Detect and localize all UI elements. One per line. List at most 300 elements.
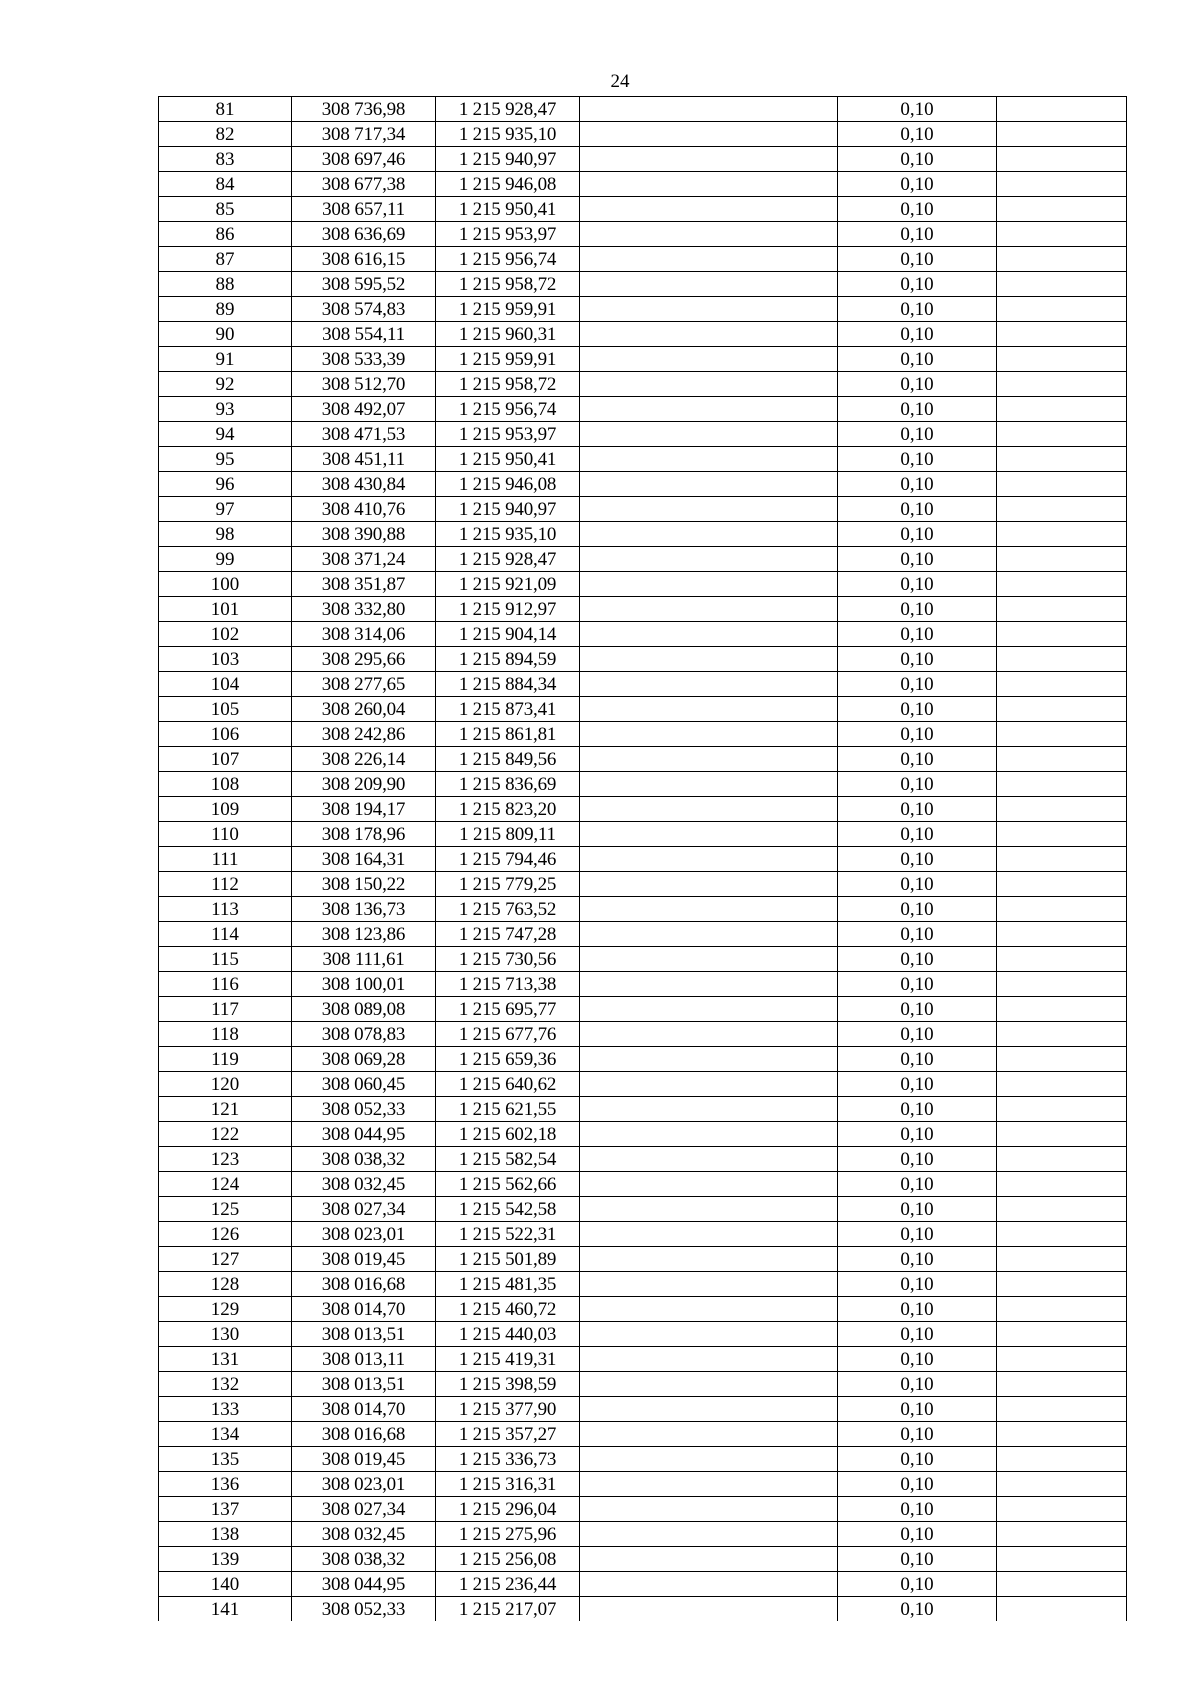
empty-cell: [997, 1497, 1127, 1522]
x-coordinate-cell: 308 038,32: [292, 1547, 436, 1572]
y-coordinate-cell: 1 215 873,41: [436, 697, 580, 722]
x-coordinate-cell: 308 019,45: [292, 1447, 436, 1472]
point-number-cell: 132: [159, 1372, 292, 1397]
table-row: [159, 822, 1127, 847]
y-coordinate-cell: 1 215 946,08: [436, 172, 580, 197]
table-row: [159, 1572, 1127, 1597]
empty-cell: [997, 1172, 1127, 1197]
point-number-cell: 107: [159, 747, 292, 772]
y-coordinate-cell: 1 215 959,91: [436, 347, 580, 372]
accuracy-cell: 0,10: [838, 247, 997, 272]
x-coordinate-cell: 308 242,86: [292, 722, 436, 747]
table-row: [159, 1122, 1127, 1147]
empty-cell: [997, 1397, 1127, 1422]
empty-cell: [580, 1122, 838, 1147]
accuracy-cell: 0,10: [838, 847, 997, 872]
accuracy-cell: 0,10: [838, 547, 997, 572]
empty-cell: [997, 1147, 1127, 1172]
empty-cell: [580, 372, 838, 397]
x-coordinate-cell: 308 260,04: [292, 697, 436, 722]
y-coordinate-cell: 1 215 316,31: [436, 1472, 580, 1497]
table-row: [159, 272, 1127, 297]
point-number-cell: 99: [159, 547, 292, 572]
empty-cell: [997, 172, 1127, 197]
empty-cell: [580, 1147, 838, 1172]
x-coordinate-cell: 308 013,51: [292, 1372, 436, 1397]
point-number-cell: 90: [159, 322, 292, 347]
y-coordinate-cell: 1 215 940,97: [436, 147, 580, 172]
point-number-cell: 84: [159, 172, 292, 197]
accuracy-cell: 0,10: [838, 997, 997, 1022]
y-coordinate-cell: 1 215 953,97: [436, 222, 580, 247]
x-coordinate-cell: 308 032,45: [292, 1522, 436, 1547]
accuracy-cell: 0,10: [838, 1222, 997, 1247]
empty-cell: [580, 1047, 838, 1072]
table-row: [159, 597, 1127, 622]
y-coordinate-cell: 1 215 921,09: [436, 572, 580, 597]
accuracy-cell: 0,10: [838, 1347, 997, 1372]
empty-cell: [997, 1022, 1127, 1047]
point-number-cell: 95: [159, 447, 292, 472]
table-row: [159, 247, 1127, 272]
y-coordinate-cell: 1 215 640,62: [436, 1072, 580, 1097]
table-row: [159, 722, 1127, 747]
table-row: [159, 1022, 1127, 1047]
table-row: [159, 397, 1127, 422]
accuracy-cell: 0,10: [838, 822, 997, 847]
accuracy-cell: 0,10: [838, 1097, 997, 1122]
y-coordinate-cell: 1 215 582,54: [436, 1147, 580, 1172]
point-number-cell: 114: [159, 922, 292, 947]
accuracy-cell: 0,10: [838, 1572, 997, 1597]
y-coordinate-cell: 1 215 419,31: [436, 1347, 580, 1372]
empty-cell: [997, 522, 1127, 547]
point-number-cell: 121: [159, 1097, 292, 1122]
table-row: [159, 647, 1127, 672]
empty-cell: [997, 1297, 1127, 1322]
accuracy-cell: 0,10: [838, 1597, 997, 1622]
table-row: [159, 522, 1127, 547]
accuracy-cell: 0,10: [838, 422, 997, 447]
x-coordinate-cell: 308 178,96: [292, 822, 436, 847]
empty-cell: [997, 1322, 1127, 1347]
empty-cell: [997, 472, 1127, 497]
y-coordinate-cell: 1 215 956,74: [436, 397, 580, 422]
empty-cell: [580, 1197, 838, 1222]
table-row: [159, 1197, 1127, 1222]
accuracy-cell: 0,10: [838, 1122, 997, 1147]
x-coordinate-cell: 308 277,65: [292, 672, 436, 697]
point-number-cell: 101: [159, 597, 292, 622]
x-coordinate-cell: 308 136,73: [292, 897, 436, 922]
table-row: [159, 697, 1127, 722]
x-coordinate-cell: 308 060,45: [292, 1072, 436, 1097]
empty-cell: [997, 597, 1127, 622]
x-coordinate-cell: 308 044,95: [292, 1572, 436, 1597]
point-number-cell: 128: [159, 1272, 292, 1297]
x-coordinate-cell: 308 677,38: [292, 172, 436, 197]
empty-cell: [580, 1247, 838, 1272]
empty-cell: [997, 997, 1127, 1022]
empty-cell: [997, 247, 1127, 272]
empty-cell: [997, 197, 1127, 222]
x-coordinate-cell: 308 451,11: [292, 447, 436, 472]
x-coordinate-cell: 308 019,45: [292, 1247, 436, 1272]
empty-cell: [997, 1547, 1127, 1572]
x-coordinate-cell: 308 636,69: [292, 222, 436, 247]
y-coordinate-cell: 1 215 217,07: [436, 1597, 580, 1622]
table-row: [159, 547, 1127, 572]
point-number-cell: 140: [159, 1572, 292, 1597]
empty-cell: [580, 1522, 838, 1547]
y-coordinate-cell: 1 215 695,77: [436, 997, 580, 1022]
empty-cell: [997, 1222, 1127, 1247]
table-row: [159, 1547, 1127, 1572]
y-coordinate-cell: 1 215 763,52: [436, 897, 580, 922]
x-coordinate-cell: 308 014,70: [292, 1297, 436, 1322]
empty-cell: [997, 347, 1127, 372]
point-number-cell: 89: [159, 297, 292, 322]
point-number-cell: 102: [159, 622, 292, 647]
empty-cell: [580, 422, 838, 447]
accuracy-cell: 0,10: [838, 1497, 997, 1522]
empty-cell: [997, 1472, 1127, 1497]
empty-cell: [997, 922, 1127, 947]
empty-cell: [580, 1172, 838, 1197]
table-row: [159, 1472, 1127, 1497]
empty-cell: [997, 847, 1127, 872]
accuracy-cell: 0,10: [838, 472, 997, 497]
x-coordinate-cell: 308 492,07: [292, 397, 436, 422]
point-number-cell: 86: [159, 222, 292, 247]
table-row: [159, 747, 1127, 772]
y-coordinate-cell: 1 215 460,72: [436, 1297, 580, 1322]
x-coordinate-cell: 308 410,76: [292, 497, 436, 522]
y-coordinate-cell: 1 215 440,03: [436, 1322, 580, 1347]
empty-cell: [997, 397, 1127, 422]
accuracy-cell: 0,10: [838, 522, 997, 547]
empty-cell: [580, 797, 838, 822]
point-number-cell: 106: [159, 722, 292, 747]
table-row: [159, 1497, 1127, 1522]
x-coordinate-cell: 308 078,83: [292, 1022, 436, 1047]
accuracy-cell: 0,10: [838, 222, 997, 247]
empty-cell: [580, 1597, 838, 1622]
empty-cell: [997, 272, 1127, 297]
x-coordinate-cell: 308 164,31: [292, 847, 436, 872]
empty-cell: [580, 1097, 838, 1122]
point-number-cell: 109: [159, 797, 292, 822]
y-coordinate-cell: 1 215 904,14: [436, 622, 580, 647]
empty-cell: [580, 1372, 838, 1397]
x-coordinate-cell: 308 023,01: [292, 1472, 436, 1497]
empty-cell: [580, 247, 838, 272]
table-row: [159, 1522, 1127, 1547]
table-row: [159, 172, 1127, 197]
empty-cell: [997, 622, 1127, 647]
y-coordinate-cell: 1 215 950,41: [436, 447, 580, 472]
point-number-cell: 135: [159, 1447, 292, 1472]
x-coordinate-cell: 308 226,14: [292, 747, 436, 772]
y-coordinate-cell: 1 215 809,11: [436, 822, 580, 847]
point-number-cell: 85: [159, 197, 292, 222]
empty-cell: [997, 547, 1127, 572]
empty-cell: [997, 772, 1127, 797]
y-coordinate-cell: 1 215 779,25: [436, 872, 580, 897]
empty-cell: [580, 872, 838, 897]
accuracy-cell: 0,10: [838, 1547, 997, 1572]
empty-cell: [580, 1322, 838, 1347]
empty-cell: [580, 1447, 838, 1472]
x-coordinate-cell: 308 013,51: [292, 1322, 436, 1347]
table-row: [159, 1597, 1127, 1622]
point-number-cell: 87: [159, 247, 292, 272]
table-row: [159, 1397, 1127, 1422]
empty-cell: [580, 1422, 838, 1447]
accuracy-cell: 0,10: [838, 597, 997, 622]
empty-cell: [997, 822, 1127, 847]
accuracy-cell: 0,10: [838, 197, 997, 222]
point-number-cell: 88: [159, 272, 292, 297]
accuracy-cell: 0,10: [838, 1022, 997, 1047]
x-coordinate-cell: 308 209,90: [292, 772, 436, 797]
y-coordinate-cell: 1 215 958,72: [436, 272, 580, 297]
point-number-cell: 111: [159, 847, 292, 872]
x-coordinate-cell: 308 717,34: [292, 122, 436, 147]
point-number-cell: 108: [159, 772, 292, 797]
y-coordinate-cell: 1 215 398,59: [436, 1372, 580, 1397]
empty-cell: [580, 547, 838, 572]
x-coordinate-cell: 308 038,32: [292, 1147, 436, 1172]
empty-cell: [580, 1572, 838, 1597]
empty-cell: [997, 1247, 1127, 1272]
point-number-cell: 133: [159, 1397, 292, 1422]
y-coordinate-cell: 1 215 481,35: [436, 1272, 580, 1297]
point-number-cell: 112: [159, 872, 292, 897]
empty-cell: [580, 97, 838, 122]
table-row: [159, 122, 1127, 147]
accuracy-cell: 0,10: [838, 1247, 997, 1272]
x-coordinate-cell: 308 616,15: [292, 247, 436, 272]
empty-cell: [580, 472, 838, 497]
x-coordinate-cell: 308 023,01: [292, 1222, 436, 1247]
table-row: [159, 572, 1127, 597]
table-row: [159, 97, 1127, 122]
empty-cell: [997, 1572, 1127, 1597]
table-row: [159, 1297, 1127, 1322]
x-coordinate-cell: 308 069,28: [292, 1047, 436, 1072]
y-coordinate-cell: 1 215 956,74: [436, 247, 580, 272]
y-coordinate-cell: 1 215 275,96: [436, 1522, 580, 1547]
table-row: [159, 622, 1127, 647]
accuracy-cell: 0,10: [838, 322, 997, 347]
empty-cell: [580, 597, 838, 622]
table-row: [159, 1272, 1127, 1297]
x-coordinate-cell: 308 027,34: [292, 1197, 436, 1222]
accuracy-cell: 0,10: [838, 572, 997, 597]
x-coordinate-cell: 308 016,68: [292, 1272, 436, 1297]
y-coordinate-cell: 1 215 935,10: [436, 122, 580, 147]
point-number-cell: 122: [159, 1122, 292, 1147]
accuracy-cell: 0,10: [838, 1197, 997, 1222]
empty-cell: [580, 647, 838, 672]
y-coordinate-cell: 1 215 730,56: [436, 947, 580, 972]
x-coordinate-cell: 308 314,06: [292, 622, 436, 647]
accuracy-cell: 0,10: [838, 872, 997, 897]
x-coordinate-cell: 308 332,80: [292, 597, 436, 622]
y-coordinate-cell: 1 215 562,66: [436, 1172, 580, 1197]
point-number-cell: 93: [159, 397, 292, 422]
empty-cell: [580, 1072, 838, 1097]
point-number-cell: 105: [159, 697, 292, 722]
x-coordinate-cell: 308 100,01: [292, 972, 436, 997]
empty-cell: [997, 697, 1127, 722]
empty-cell: [580, 997, 838, 1022]
empty-cell: [580, 1272, 838, 1297]
table-row: [159, 922, 1127, 947]
empty-cell: [580, 1547, 838, 1572]
y-coordinate-cell: 1 215 849,56: [436, 747, 580, 772]
point-number-cell: 123: [159, 1147, 292, 1172]
empty-cell: [580, 747, 838, 772]
point-number-cell: 120: [159, 1072, 292, 1097]
empty-cell: [580, 1297, 838, 1322]
point-number-cell: 118: [159, 1022, 292, 1047]
y-coordinate-cell: 1 215 950,41: [436, 197, 580, 222]
x-coordinate-cell: 308 044,95: [292, 1122, 436, 1147]
x-coordinate-cell: 308 123,86: [292, 922, 436, 947]
accuracy-cell: 0,10: [838, 1522, 997, 1547]
accuracy-cell: 0,10: [838, 697, 997, 722]
y-coordinate-cell: 1 215 336,73: [436, 1447, 580, 1472]
y-coordinate-cell: 1 215 747,28: [436, 922, 580, 947]
y-coordinate-cell: 1 215 621,55: [436, 1097, 580, 1122]
accuracy-cell: 0,10: [838, 797, 997, 822]
empty-cell: [580, 847, 838, 872]
empty-cell: [580, 272, 838, 297]
table-row: [159, 997, 1127, 1022]
table-row: [159, 147, 1127, 172]
table-row: [159, 447, 1127, 472]
empty-cell: [997, 1272, 1127, 1297]
page-number: 24: [610, 71, 630, 92]
empty-cell: [997, 797, 1127, 822]
empty-cell: [997, 1047, 1127, 1072]
accuracy-cell: 0,10: [838, 747, 997, 772]
empty-cell: [580, 497, 838, 522]
empty-cell: [580, 922, 838, 947]
point-number-cell: 138: [159, 1522, 292, 1547]
y-coordinate-cell: 1 215 935,10: [436, 522, 580, 547]
accuracy-cell: 0,10: [838, 297, 997, 322]
accuracy-cell: 0,10: [838, 972, 997, 997]
point-number-cell: 116: [159, 972, 292, 997]
empty-cell: [580, 147, 838, 172]
table-row: [159, 1322, 1127, 1347]
point-number-cell: 104: [159, 672, 292, 697]
point-number-cell: 100: [159, 572, 292, 597]
empty-cell: [580, 197, 838, 222]
table-body: [159, 97, 1127, 1622]
table-row: [159, 947, 1127, 972]
coordinates-table: [158, 96, 1127, 1621]
accuracy-cell: 0,10: [838, 1397, 997, 1422]
x-coordinate-cell: 308 736,98: [292, 97, 436, 122]
point-number-cell: 139: [159, 1547, 292, 1572]
empty-cell: [997, 897, 1127, 922]
empty-cell: [580, 1347, 838, 1372]
table-row: [159, 347, 1127, 372]
y-coordinate-cell: 1 215 953,97: [436, 422, 580, 447]
y-coordinate-cell: 1 215 912,97: [436, 597, 580, 622]
point-number-cell: 134: [159, 1422, 292, 1447]
table-row: [159, 372, 1127, 397]
empty-cell: [997, 1422, 1127, 1447]
accuracy-cell: 0,10: [838, 372, 997, 397]
empty-cell: [580, 1222, 838, 1247]
accuracy-cell: 0,10: [838, 347, 997, 372]
accuracy-cell: 0,10: [838, 622, 997, 647]
table-row: [159, 472, 1127, 497]
point-number-cell: 137: [159, 1497, 292, 1522]
point-number-cell: 82: [159, 122, 292, 147]
accuracy-cell: 0,10: [838, 97, 997, 122]
accuracy-cell: 0,10: [838, 672, 997, 697]
empty-cell: [580, 1497, 838, 1522]
x-coordinate-cell: 308 657,11: [292, 197, 436, 222]
empty-cell: [580, 772, 838, 797]
empty-cell: [997, 872, 1127, 897]
point-number-cell: 127: [159, 1247, 292, 1272]
y-coordinate-cell: 1 215 602,18: [436, 1122, 580, 1147]
y-coordinate-cell: 1 215 377,90: [436, 1397, 580, 1422]
table-row: [159, 672, 1127, 697]
empty-cell: [580, 822, 838, 847]
x-coordinate-cell: 308 574,83: [292, 297, 436, 322]
x-coordinate-cell: 308 371,24: [292, 547, 436, 572]
empty-cell: [580, 697, 838, 722]
empty-cell: [997, 1522, 1127, 1547]
accuracy-cell: 0,10: [838, 172, 997, 197]
table-row: [159, 1447, 1127, 1472]
accuracy-cell: 0,10: [838, 947, 997, 972]
x-coordinate-cell: 308 595,52: [292, 272, 436, 297]
point-number-cell: 125: [159, 1197, 292, 1222]
empty-cell: [997, 322, 1127, 347]
y-coordinate-cell: 1 215 940,97: [436, 497, 580, 522]
y-coordinate-cell: 1 215 296,04: [436, 1497, 580, 1522]
y-coordinate-cell: 1 215 861,81: [436, 722, 580, 747]
y-coordinate-cell: 1 215 946,08: [436, 472, 580, 497]
y-coordinate-cell: 1 215 659,36: [436, 1047, 580, 1072]
table-row: [159, 222, 1127, 247]
point-number-cell: 131: [159, 1347, 292, 1372]
empty-cell: [997, 97, 1127, 122]
x-coordinate-cell: 308 697,46: [292, 147, 436, 172]
empty-cell: [997, 1597, 1127, 1622]
table-row: [159, 1172, 1127, 1197]
x-coordinate-cell: 308 052,33: [292, 1097, 436, 1122]
point-number-cell: 129: [159, 1297, 292, 1322]
accuracy-cell: 0,10: [838, 647, 997, 672]
x-coordinate-cell: 308 016,68: [292, 1422, 436, 1447]
x-coordinate-cell: 308 351,87: [292, 572, 436, 597]
point-number-cell: 91: [159, 347, 292, 372]
accuracy-cell: 0,10: [838, 1297, 997, 1322]
empty-cell: [580, 1022, 838, 1047]
table-row: [159, 847, 1127, 872]
empty-cell: [580, 1472, 838, 1497]
